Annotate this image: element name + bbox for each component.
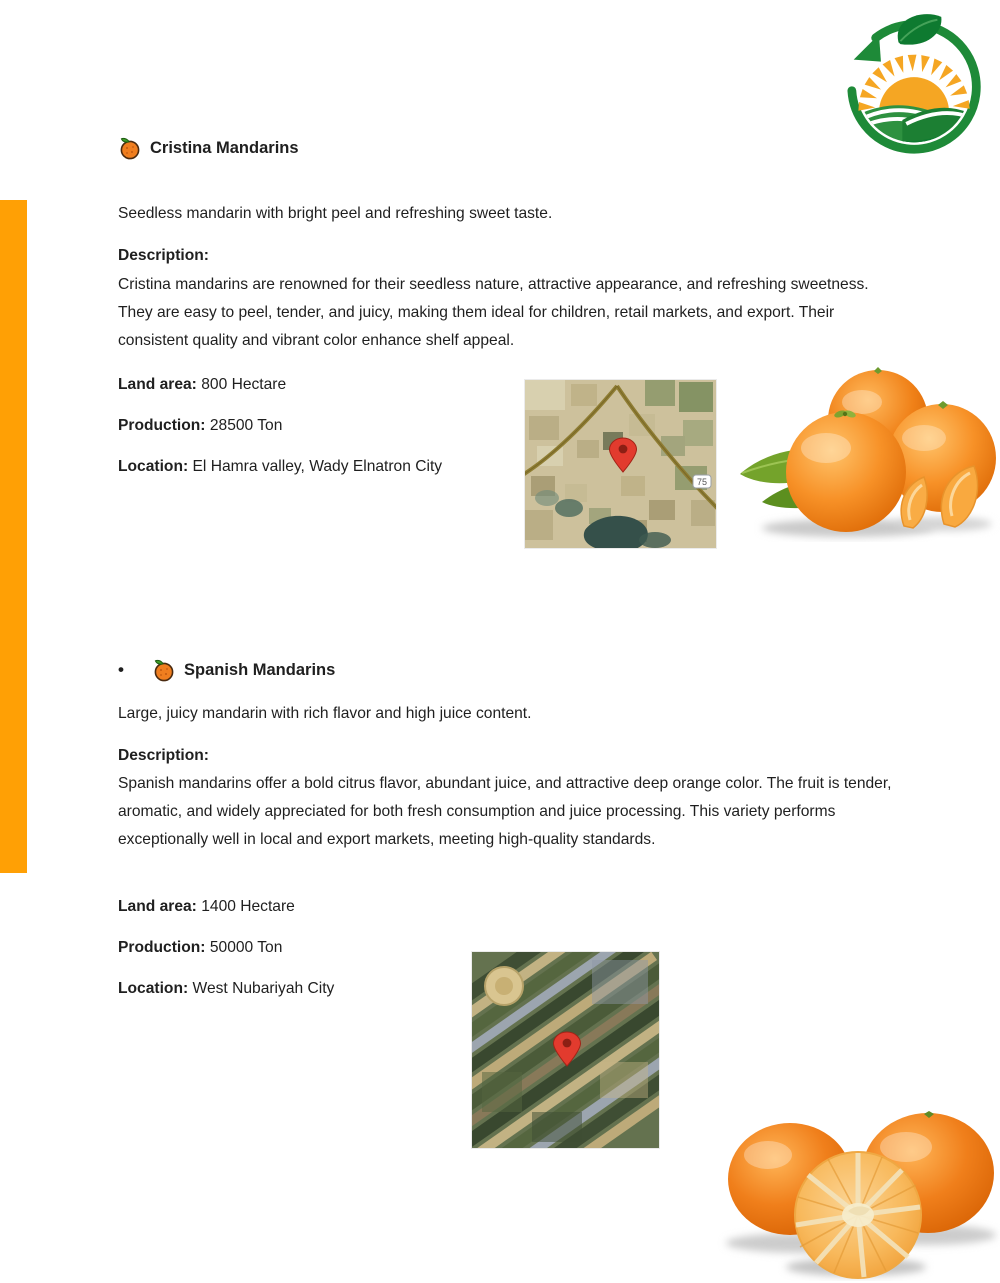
farm-sun-logo-graphic	[842, 8, 988, 158]
land-area-label: Land area:	[118, 898, 197, 915]
tagline: Seedless mandarin with bright peel and refreshing sweet taste.	[118, 205, 553, 222]
location-label: Location:	[118, 980, 189, 997]
green-farm-logo	[842, 8, 988, 158]
location-label: Location:	[118, 458, 189, 475]
description-paragraph: Spanish mandarins offer a bold citrus flavor, abundant juice, and attractive deep orange color. The fruit is tender, aromatic, and widely appreciated for both fresh consumption and juice processing. This variety performs exceptionally well in local and export markets, meeting high-quality standards.	[118, 775, 892, 848]
section-title: Cristina Mandarins	[150, 138, 299, 157]
description-label: Description:	[118, 247, 209, 264]
production-label: Production:	[118, 939, 206, 956]
list-bullet: •	[118, 660, 124, 679]
route-badge	[693, 475, 711, 488]
sun-icon	[858, 55, 969, 113]
section-title: Spanish Mandarins	[184, 660, 336, 679]
production-value: 50000 Ton	[209, 939, 283, 956]
section-heading-spanish	[118, 658, 335, 682]
land-area-value: 1400 Hectare	[201, 898, 295, 915]
production-value: 28500 Ton	[209, 417, 283, 434]
description-label: Description:	[118, 747, 209, 764]
location-value: West Nubariyah City	[192, 980, 335, 997]
tangerine-icon	[152, 658, 176, 682]
arrowhead	[854, 34, 881, 61]
tangerine-icon	[118, 136, 142, 160]
peeled-mandarin	[795, 1152, 921, 1278]
location-value: El Hamra valley, Wady Elnatron City	[192, 458, 443, 475]
satellite-map-el-hamra	[525, 380, 716, 548]
land-area-label: Land area:	[118, 376, 197, 393]
leaf-icon	[898, 14, 942, 44]
production-label: Production:	[118, 417, 206, 434]
mandarins-photo-spanish	[716, 1085, 1000, 1281]
orange-accent-bar	[0, 200, 27, 873]
route-number: 75	[696, 477, 708, 487]
tagline: Large, juicy mandarin with rich flavor and high juice content.	[118, 705, 532, 722]
description-paragraph: Cristina mandarins are renowned for their seedless nature, attractive appearance, and refreshing sweetness. They are easy to peel, tender, and juicy, making them ideal for children, retail markets, and export. Their consistent quality and vibrant color enhance shelf appeal.	[118, 276, 869, 349]
section-heading-cristina	[118, 136, 299, 160]
satellite-map-west-nubariyah	[472, 952, 659, 1148]
mandarins-photo-cristina	[726, 356, 1000, 542]
land-area-row	[118, 893, 900, 921]
land-area-value: 800 Hectare	[201, 376, 287, 393]
